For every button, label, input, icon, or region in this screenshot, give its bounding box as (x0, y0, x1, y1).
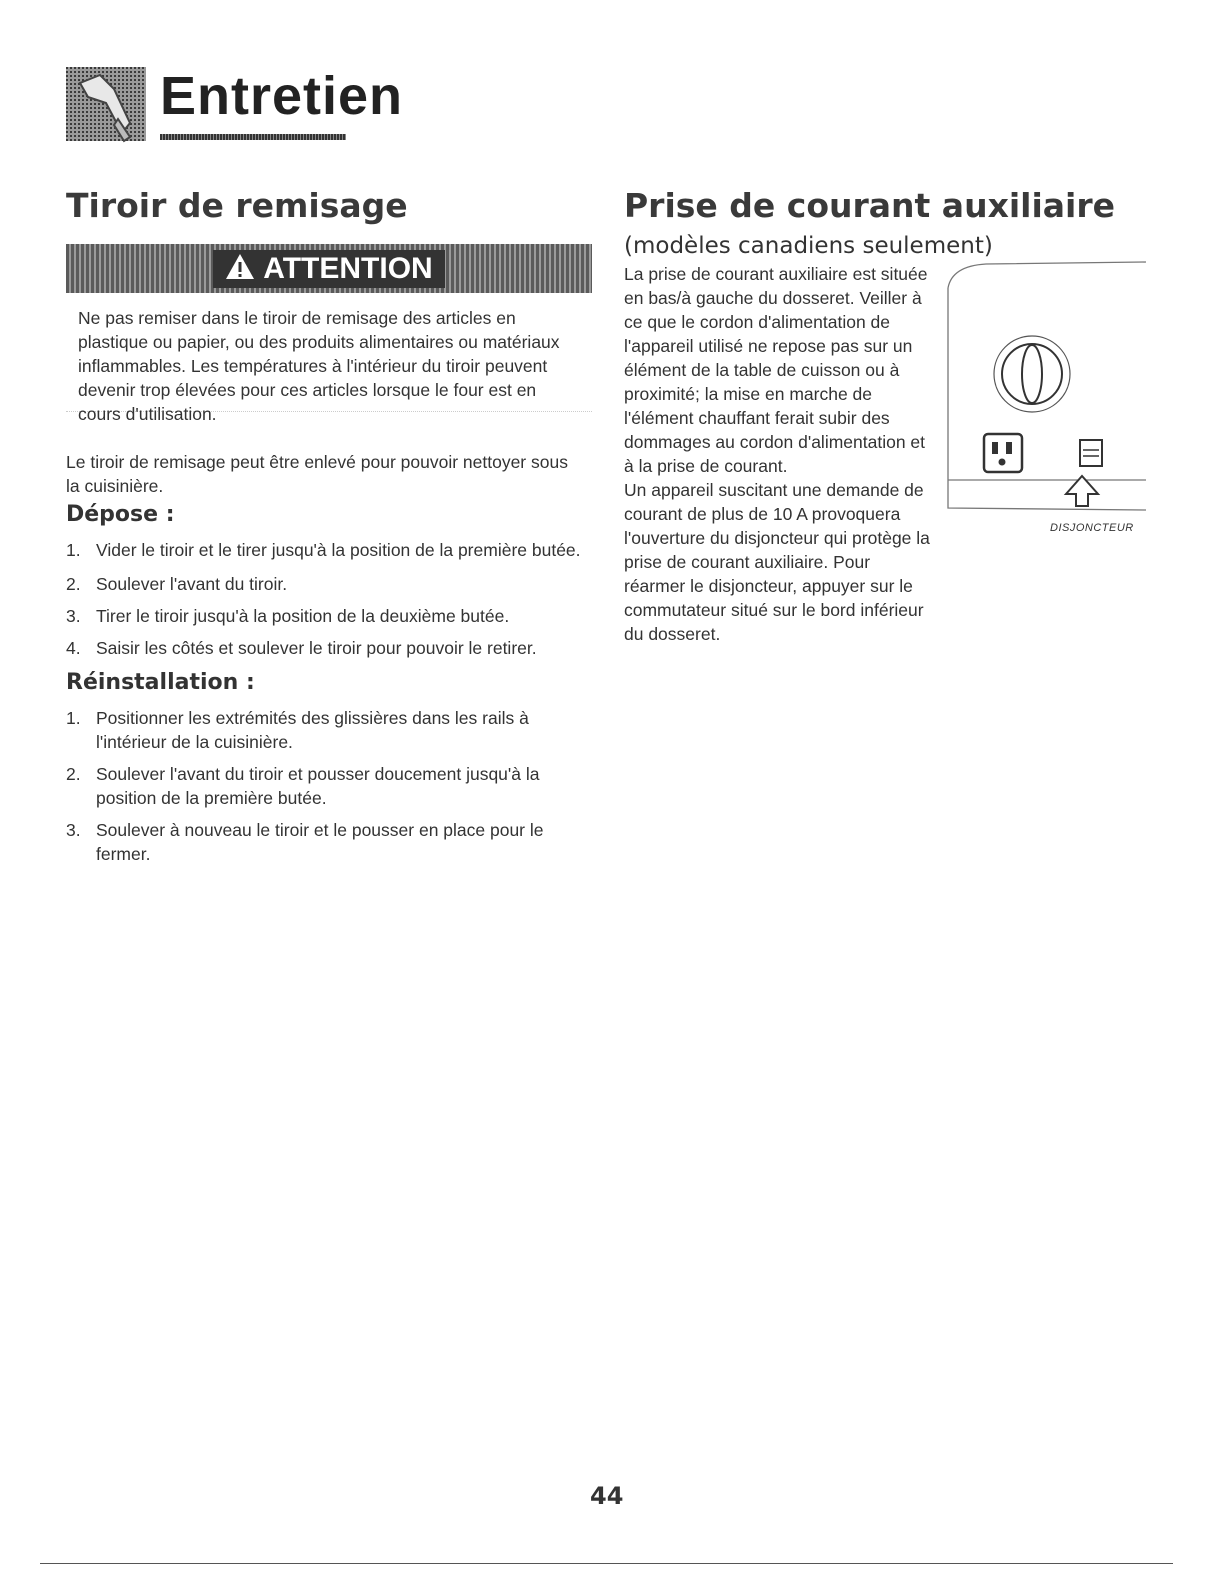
step-number: 2. (66, 764, 81, 784)
aux-outlet-paragraph: Un appareil suscitant une demande de courant de plus de 10 A provoquera l'ouverture du disjoncteur qui protège la prise de courant auxiliaire. Pour réarmer le disjoncteur, appuyer sur le commutateur situé sur le bord inférieur du dosseret. (624, 480, 930, 644)
step-text: Tirer le tiroir jusqu'à la position de la deuxième butée. (96, 606, 510, 626)
warning-label: ATTENTION (263, 251, 433, 285)
step-text: Vider le tiroir et le tirer jusqu'à la position de la première butée. (96, 540, 581, 560)
removal-heading: Dépose : (66, 502, 175, 527)
step-text: Soulever l'avant du tiroir et pousser doucement jusqu'à la position de la première butée. (96, 764, 540, 808)
step-number: 1. (66, 708, 81, 728)
aux-outlet-subtitle: (modèles canadiens seulement) (624, 233, 993, 259)
step-number: 2. (66, 574, 81, 594)
reinstall-step (66, 818, 596, 866)
power-outlet-icon (984, 434, 1022, 472)
wrench-icon (66, 63, 148, 145)
step-text: Positionner les extrémités des glissières dans les rails à l'intérieur de la cuisinière. (96, 708, 529, 752)
step-number: 4. (66, 638, 81, 658)
reinstall-step (66, 762, 596, 810)
reinstall-heading: Réinstallation : (66, 670, 255, 695)
removal-step (66, 538, 596, 562)
step-text: Soulever à nouveau le tiroir et le pousser en place pour le fermer. (96, 820, 544, 864)
warning-banner (66, 244, 592, 293)
step-text: Saisir les côtés et soulever le tiroir pour pouvoir le retirer. (96, 638, 537, 658)
removal-step (66, 604, 596, 628)
page-header-title: Entretien (160, 66, 404, 126)
aux-outlet-paragraph: La prise de courant auxiliaire est située en bas/à gauche du dosseret. Veiller à ce que le cordon d'alimentation de l'appareil utilisé ne repose pas sur un élément de la table de cuisson ou à proximité; la mise en marche de l'élément chauffant ferait subir des dommages au cordon d'alimentation et à la prise de courant. (624, 264, 928, 476)
page-number: 44 (590, 1482, 624, 1510)
step-number: 1. (66, 540, 81, 560)
storage-drawer-title: Tiroir de remisage (66, 186, 408, 225)
control-knob-icon (994, 336, 1070, 412)
breaker-label: DISJONCTEUR (1050, 522, 1134, 534)
removal-step (66, 636, 596, 660)
removal-step (66, 572, 596, 596)
step-text: Soulever l'avant du tiroir. (96, 574, 288, 594)
step-number: 3. (66, 820, 81, 840)
aux-outlet-title: Prise de courant auxiliaire (624, 186, 1116, 225)
warning-text: Ne pas remiser dans le tiroir de remisage des articles en plastique ou papier, ou des produits alimentaires ou matériaux inflammables. Les températures à l'intérieur du tiroir peuvent devenir trop élevées pour ces articles lorsque le four est en cours d'utilisation. (78, 308, 560, 424)
breaker-switch-icon (1080, 440, 1102, 466)
reinstall-step (66, 706, 596, 754)
drawer-intro-text: Le tiroir de remisage peut être enlevé pour pouvoir nettoyer sous la cuisinière. (66, 452, 568, 496)
warning-triangle-icon (225, 253, 255, 285)
bottom-rule (40, 1563, 1173, 1564)
header-underline (160, 134, 346, 140)
step-number: 3. (66, 606, 81, 626)
backguard-illustration (946, 258, 1146, 528)
